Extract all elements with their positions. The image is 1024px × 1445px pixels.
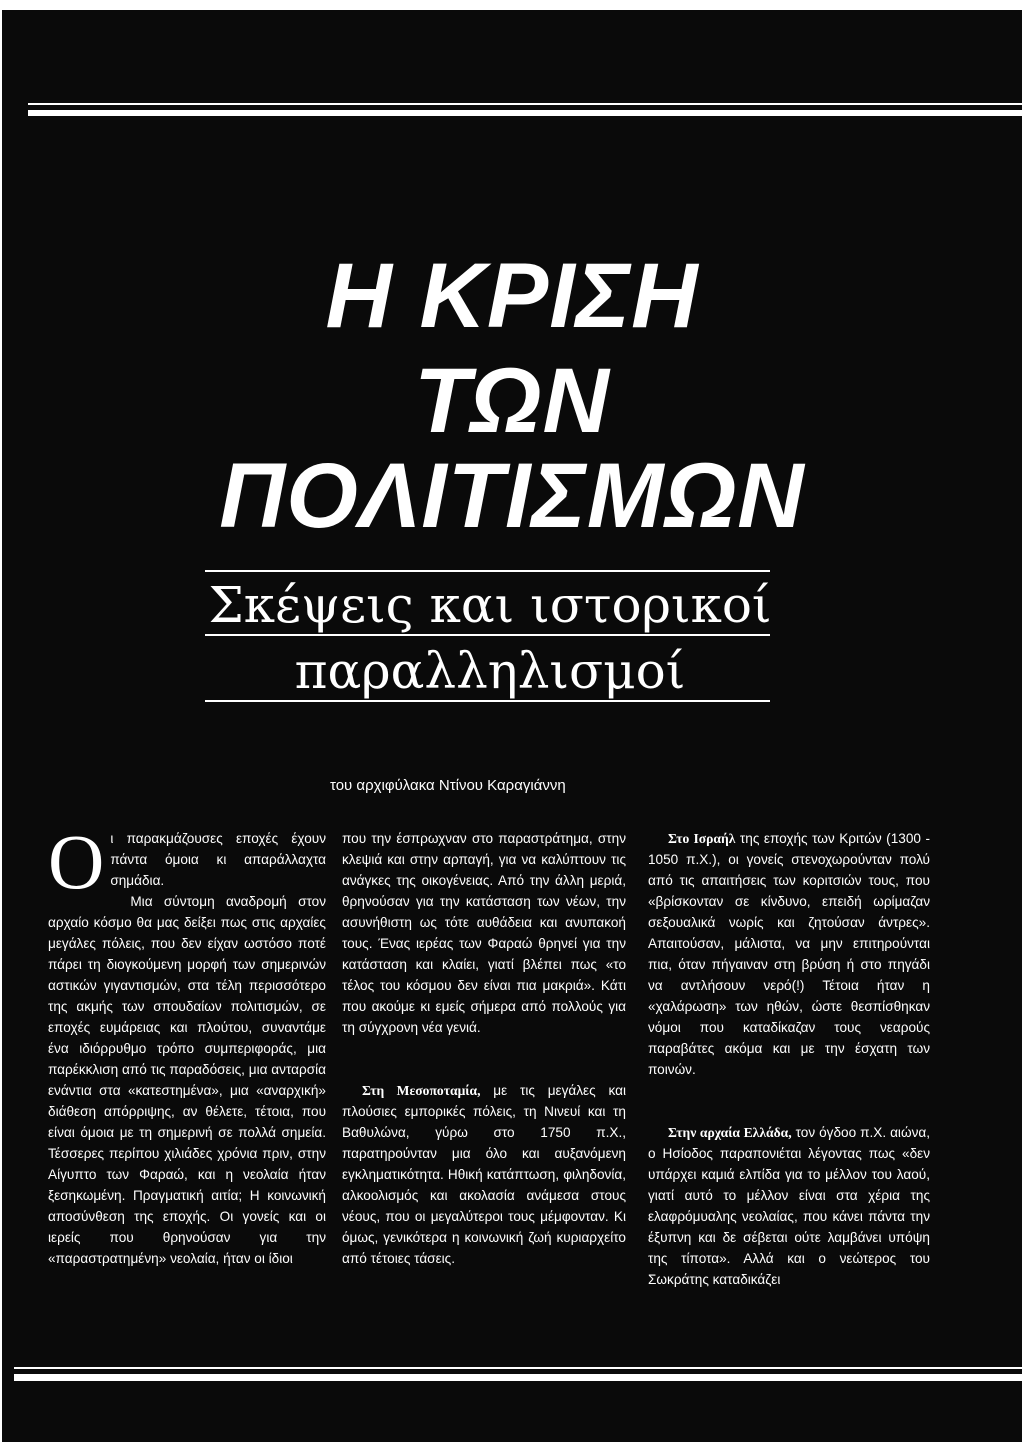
drop-cap: Ο xyxy=(48,818,105,905)
paragraph-greece xyxy=(648,1122,930,1290)
text-column-2 xyxy=(342,828,626,1269)
paragraph-gap xyxy=(648,1101,930,1122)
headline-line-3: ΠΟΛΙΤΙΣΜΩΝ xyxy=(219,445,805,547)
paragraph-gap xyxy=(648,1080,930,1101)
subtitle-rule-bottom xyxy=(205,700,770,702)
paragraph-egypt: που την έσπρωχναν στο παραστράτημα, στην κλεψιά και στην αρπαγή, για να καλύπτουν τις ανάγκες της οικογένειας. Από την άλλη μεριά, θρηνούσαν για την κατάσταση των νέων, την ασυνήθιστη ως τότε αυθάδεια και ανυπακοή τους. Ένας ιερέας των Φαραώ θρηνεί για την κατάσταση και κλαίει, γιατί βλέπει πως «το τέλος του κόσμου δεν είναι πια μακριά». Κάτι που ακούμε κι εμείς σήμερα από πολλούς για τη σύγχρονη νέα γενιά. xyxy=(342,831,626,1035)
top-rule-thick xyxy=(28,110,1022,116)
headline-line-2: ΤΩΝ xyxy=(414,350,610,452)
bottom-rule-thick xyxy=(14,1374,1022,1381)
lead-in-israel: Στο Ισραήλ xyxy=(668,831,736,846)
text-column-1 xyxy=(48,818,326,1269)
bottom-rule-thin xyxy=(14,1367,1022,1369)
top-rule-thin xyxy=(28,103,1022,105)
body-mesopotamia: με τις μεγάλες και πλούσιες εμπορικές πόλεις, τη Νινευί και τη Βαθυλώνα, γύρω στο 1750 π.Χ., παρατηρούνταν μια όλο και αυξανόμενη εγκληματικότητα. Ηθική κατάπτωση, φιληδονία, αλκοολισμός και ακολασία ανάμεσα στους νέους, που οι μεγαλύτεροι τους μέμφονταν. Κι όμως, γενικότερα η κοινωνική ζωή κυριαρχείτο από τέτοιες τάσεις. xyxy=(342,1083,626,1266)
lead-in-mesopotamia: Στη Μεσοποταμία, xyxy=(362,1083,481,1098)
body-greece: τον όγδοο π.Χ. αιώνα, ο Ησίοδος παραπονιέται λέγοντας πως «δεν υπάρχει καμιά ελπίδα για το μέλλον του λαού, γιατί αυτό το μέλλον είναι στα χέρια της ελαφρόμυαλης νεολαίας, που κάνει πάντα την έξυπνη και δε σέβεται ούτε λαμβάνει υπόψη της τίποτα». Αλλά και ο νεώτερος του Σωκράτης καταδικάζει xyxy=(648,1125,930,1287)
paragraph-mesopotamia xyxy=(342,1080,626,1269)
subtitle-rule-top xyxy=(205,570,770,572)
paragraph-gap xyxy=(342,1059,626,1080)
lead-in-greece: Στην αρχαία Ελλάδα, xyxy=(668,1125,792,1140)
headline-line-1: Η ΚΡΙΣΗ xyxy=(325,245,699,347)
byline: του αρχιφύλακα Ντίνου Καραγιάννη xyxy=(330,777,566,794)
body-israel: της εποχής των Κριτών (1300 - 1050 π.Χ.), οι γονείς στενοχωρούνταν πολύ από τις απαιτήσεις των κοριτσιών τους, που «βρίσκονταν σε κίνδυνο, επειδή ωρίμαζαν σεξουαλικά νωρίς και ζητούσαν άντρες». Απαιτούσαν, μάλιστα, να μην επιτηρούνται πια, όταν πήγαιναν στη βρύση ή στο πηγάδι να αντλήσουν νερό(!) Τέτοια ήταν η «χαλάρωση» των ηθών, ώστε θεσπίσθηκαν νόμοι που καταδίκαζαν τους νεαρούς παραβάτες ακόμα και με την έσχατη των ποινών. xyxy=(648,831,930,1077)
paragraph-israel xyxy=(648,828,930,1080)
subtitle-rule-middle xyxy=(205,634,770,636)
paragraph-ancient-world: Μια σύντομη αναδρομή στον αρχαίο κόσμο θα μας δείξει πως στις αρχαίες μεγάλες πόλεις, που δεν είχαν ωστόσο ποτέ πάρει τη διογκούμενη μορφή των σημερινών αστικών γιγαντισμών, στα τέλη περισσότερο της ακμής των σπουδαίων πολιτισμών, σε εποχές ευμάρειας και πλούτου, συναντάμε ένα ιδιόρρυθμο τρόπο συμπεριφοράς, μια παρέκκλιση από τις παραδόσεις, μια ανταρσία ενάντια στα «κατεστημένα», μια «αναρχική» διάθεση απόρριψης, αν θέλετε, τέτοια, που είναι όμοια με τη σημερινή σε πολλά σημεία. Τέσσερες περίπου χιλιάδες χρόνια πριν, στην Αίγυπτο των Φαραώ, και η νεολαία ήταν ξεσηκωμένη. Πραγματική αιτία; Η κοινωνική αποσύνθεση της εποχής. Οι γονείς και οι ιερείς που θρηνούσαν για την «παραστρατημένη» νεολαία, ήταν οι ίδιοι xyxy=(48,894,326,1266)
subtitle-line-2: παραλληλισμοί xyxy=(294,642,686,700)
subtitle-line-1: Σκέψεις και ιστορικοί xyxy=(208,576,772,634)
paragraph-gap xyxy=(342,1038,626,1059)
text-column-3 xyxy=(648,828,930,1290)
paragraph-intro: ι παρακμάζουσες εποχές έχουν πάντα όμοια κι απαράλλαχτα σημάδια. xyxy=(110,831,326,888)
